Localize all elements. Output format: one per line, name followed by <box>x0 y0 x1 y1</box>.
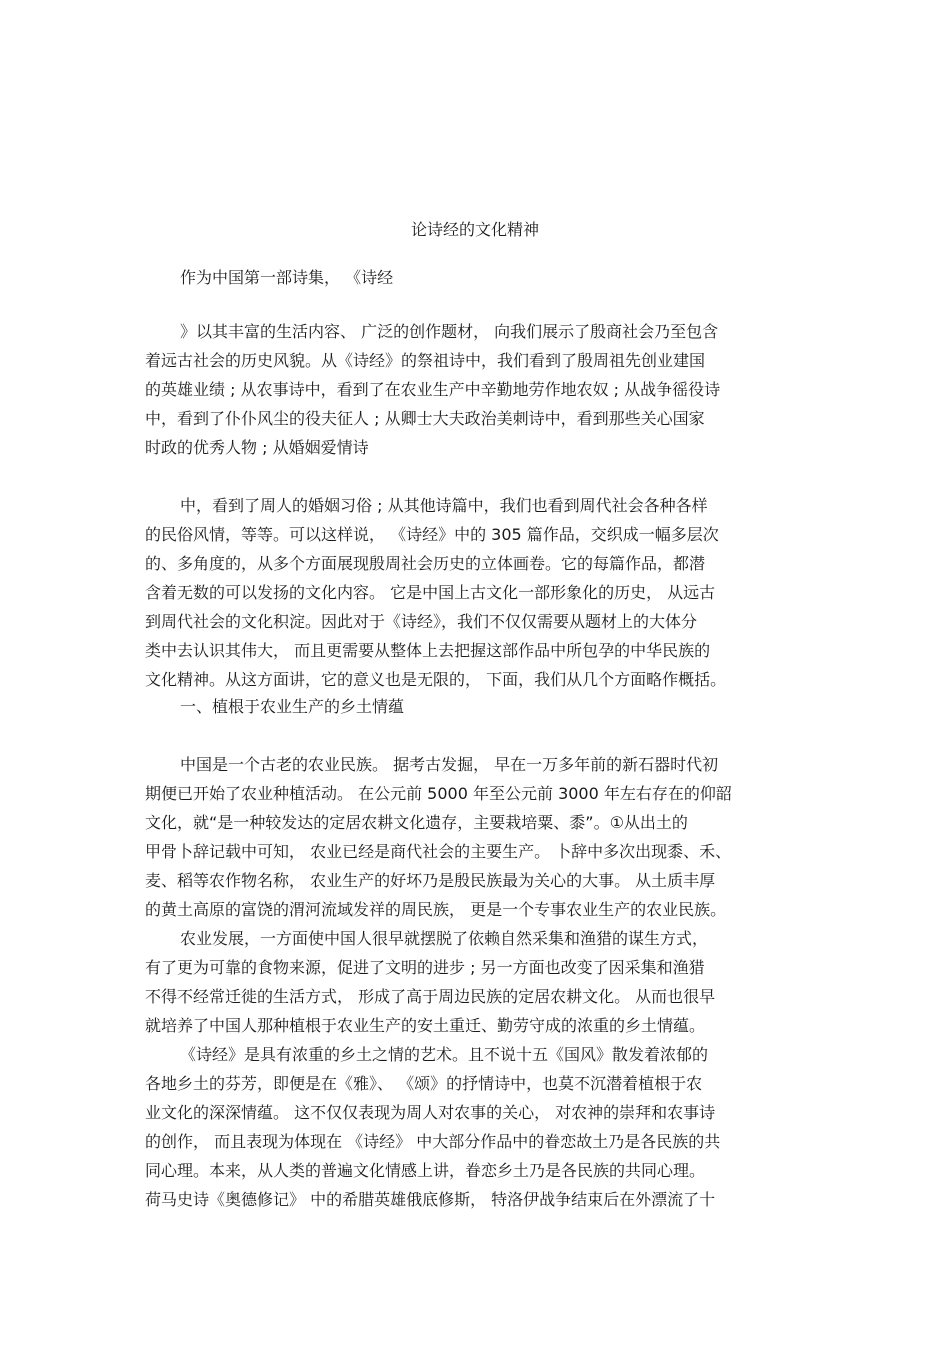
text-line: 到周代社会的文化积淀。因此对于《诗经》，我们不仅仅需要从题材上的大体分 <box>145 612 698 631</box>
text-line: 有了更为可靠的食物来源，促进了文明的进步 ; 另一方面也改变了因采集和渔猎 <box>145 958 705 977</box>
text-line: 的英雄业绩 ; 从农事诗中，看到了在农业生产中辛勤地劳作地农奴 ; 从战争徭役诗 <box>145 380 721 399</box>
text-line: 着远古社会的历史风貌。从《诗经》的祭祖诗中，我们看到了殷周祖先创业建国 <box>145 351 706 370</box>
text-line: 的黄土高原的富饶的渭河流域发祥的周民族， 更是一个专事农业生产的农业民族。 <box>145 900 727 919</box>
text-line: 《诗经》是具有浓重的乡土之情的艺术。且不说十五《国风》散发着浓郁的 <box>180 1045 709 1064</box>
text-line: 业文化的深深情蕴。 这不仅仅表现为周人对农事的关心， 对农神的崇拜和农事诗 <box>145 1103 716 1122</box>
text-line: 文化精神。从这方面讲，它的意义也是无限的， 下面，我们从几个方面略作概括。 <box>145 670 727 689</box>
text-line: 期便已开始了农业种植活动。 在公元前 5000 年至公元前 3000 年左右存在的仰韶 <box>145 784 732 803</box>
document-title: 论诗经的文化精神 <box>410 220 539 239</box>
text-line: 各地乡土的芬芳，即便是在《雅》、 《颂》的抒情诗中，也莫不沉潜着植根于农 <box>145 1074 703 1093</box>
text-line: 时政的优秀人物 ; 从婚姻爱情诗 <box>145 438 369 457</box>
text-line: 荷马史诗《奥德修记》 中的希腊英雄俄底修斯， 特洛伊战争结束后在外漂流了十 <box>145 1190 716 1209</box>
text-line: 甲骨卜辞记载中可知， 农业已经是商代社会的主要生产。 卜辞中多次出现黍、禾、 <box>145 842 732 861</box>
text-line: 的、多角度的，从多个方面展现殷周社会历史的立体画卷。它的每篇作品，都潜 <box>145 554 706 573</box>
text-line: 文化，就“是一种较发达的定居农耕文化遗存，主要栽培粟、黍”。①从出土的 <box>145 813 688 832</box>
text-line: 》以其丰富的生活内容、 广泛的创作题材， 向我们展示了殷商社会乃至包含 <box>180 322 719 341</box>
text-line: 的民俗风情，等等。可以这样说， 《诗经》中的 305 篇作品，交织成一幅多层次 <box>145 525 719 544</box>
text-line: 的创作， 而且表现为体现在 《诗经》 中大部分作品中的眷恋故土乃是各民族的共 <box>145 1132 721 1151</box>
text-line: 同心理。本来，从人类的普遍文化情感上讲，眷恋乡土乃是各民族的共同心理。 <box>145 1161 706 1180</box>
text-line: 含着无数的可以发扬的文化内容。 它是中国上古文化一部形象化的历史， 从远古 <box>145 583 716 602</box>
text-line: 中，看到了仆仆风尘的役夫征人 ; 从卿士大夫政治美刺诗中，看到那些关心国家 <box>145 409 705 428</box>
text-line: 不得不经常迁徙的生活方式， 形成了高于周边民族的定居农耕文化。 从而也很早 <box>145 987 716 1006</box>
text-line: 类中去认识其伟大， 而且更需要从整体上去把握这部作品中所包孕的中华民族的 <box>145 641 711 660</box>
section-heading: 一、植根于农业生产的乡土情蕴 <box>180 697 405 716</box>
text-line: 农业发展，一方面使中国人很早就摆脱了依赖自然采集和渔猎的谋生方式， <box>180 929 709 948</box>
text-line: 就培养了中国人那种植根于农业生产的安土重迁、勤劳守成的浓重的乡土情蕴。 <box>145 1016 706 1035</box>
text-line: 作为中国第一部诗集， 《诗经 <box>180 268 394 287</box>
text-line: 麦、稻等农作物名称， 农业生产的好坏乃是殷民族最为关心的大事。 从土质丰厚 <box>145 871 716 890</box>
text-line: 中，看到了周人的婚姻习俗 ; 从其他诗篇中，我们也看到周代社会各种各样 <box>180 496 708 515</box>
text-line: 中国是一个古老的农业民族。 据考古发掘， 早在一万多年前的新石器时代初 <box>180 755 719 774</box>
